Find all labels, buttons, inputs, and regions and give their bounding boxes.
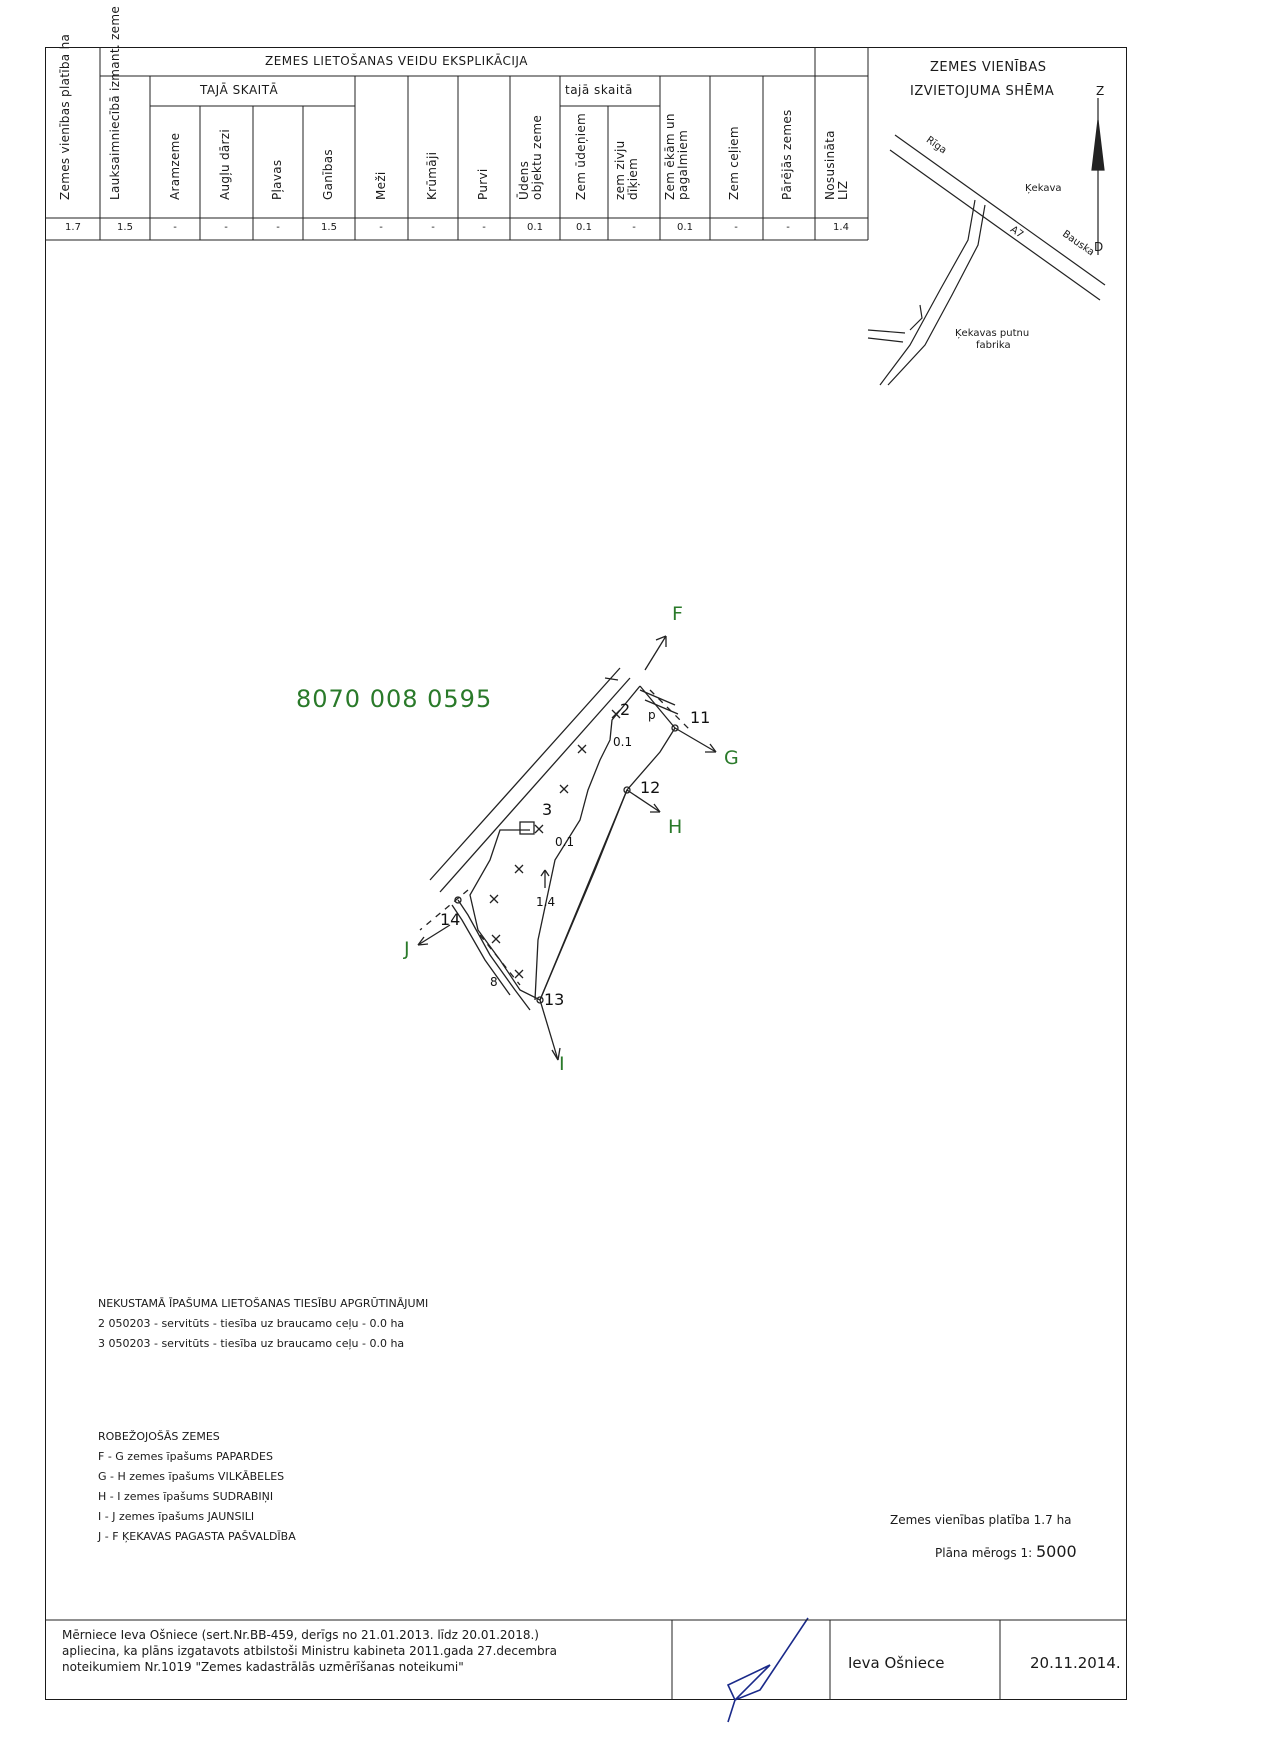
point-11: 11 — [690, 708, 711, 727]
col-label-under-water: Zem ūdeņiem — [574, 112, 588, 200]
footer-line-1: Mērniece Ieva Ošniece (sert.Nr.BB-459, derīgs no 21.01.2013. līdz 20.01.2018.) — [62, 1628, 539, 1642]
document-date: 20.11.2014. — [1030, 1654, 1121, 1672]
neighbor-G: G — [724, 747, 739, 769]
col-label-forests: Meži — [374, 171, 388, 200]
area-label-p: p — [648, 708, 656, 722]
neighbor-I: I — [559, 1053, 565, 1075]
parcel-id: 8070 008 0595 — [296, 685, 493, 713]
footer-line-2: apliecina, ka plāns izgatavots atbilstoši Ministru kabineta 2011.gada 27.decembra — [62, 1644, 557, 1658]
area-label-2: 0.1 — [555, 835, 575, 849]
scale-label — [935, 1542, 1077, 1561]
explication-subheader: TAJĀ SKAITĀ — [200, 83, 279, 97]
col-label-water: Ūdens objektu zeme — [517, 114, 544, 200]
cell-shrubs: - — [431, 222, 435, 233]
explication-subheader-2: tajā skaitā — [565, 83, 633, 97]
cell-pastures: 1.5 — [321, 222, 337, 233]
bordering-4: I - J zemes īpašums JAUNSILI — [98, 1510, 255, 1523]
cell-bogs: - — [482, 222, 486, 233]
cell-fish-ponds: - — [632, 222, 636, 233]
total-area-summary: Zemes vienības platība 1.7 ha — [890, 1513, 1072, 1527]
point-2: 2 — [620, 700, 631, 719]
area-label-1: 0.1 — [613, 735, 633, 749]
point-13: 13 — [544, 990, 565, 1009]
riga-label: Rīga — [923, 134, 949, 157]
bordering-title: ROBEŽOJOŠĀS ZEMES — [98, 1430, 220, 1443]
col-label-other: Pārējās zemes — [780, 109, 794, 200]
neighbor-F: F — [672, 603, 683, 625]
surveyor-name: Ieva Ošniece — [848, 1654, 945, 1672]
col-label-orchards: Augļu dārzi — [218, 128, 232, 200]
cell-under-water: 0.1 — [576, 222, 592, 233]
cell-meadows: - — [276, 222, 280, 233]
cell-forests: - — [379, 222, 383, 233]
north-label: Z — [1096, 84, 1105, 98]
encumbrances-title: NEKUSTAMĀ ĪPAŠUMA LIETOŠANAS TIESĪBU APGRŪTINĀJUMI — [98, 1297, 429, 1310]
signature-mark — [728, 1618, 808, 1722]
neighbor-H: H — [668, 816, 683, 838]
bordering-2: G - H zemes īpašums VILKĀBELES — [98, 1470, 285, 1483]
scheme-title-2: IZVIETOJUMA SHĒMA — [910, 84, 1055, 99]
col-label-roads: Zem ceļiem — [727, 126, 741, 200]
col-label-arable: Aramzeme — [168, 132, 182, 200]
scale-label-text: Plāna mērogs 1: — [935, 1546, 1033, 1560]
scale-value: 5000 — [1035, 1542, 1077, 1561]
area-label-3: 1.4 — [536, 895, 556, 909]
col-label-shrubs: Krūmāji — [425, 151, 439, 200]
col-label-meadows: Pļavas — [270, 159, 284, 200]
factory-label-1: Ķekavas putnu — [955, 328, 1030, 339]
footer-line-3: noteikumiem Nr.1019 "Zemes kadastrālās uzmērīšanas noteikumi" — [62, 1660, 464, 1674]
point-3: 3 — [542, 800, 553, 819]
bordering-1: F - G zemes īpašums PAPARDES — [98, 1450, 273, 1463]
col-label-agri: Lauksaimniecībā izmant. zeme — [108, 5, 122, 200]
bordering-5: J - F ĶEKAVAS PAGASTA PAŠVALDĪBA — [98, 1530, 296, 1543]
col-label-fish-ponds: zem zivju dīķiem — [613, 140, 640, 200]
col-label-pastures: Ganības — [321, 149, 335, 200]
factory-label-2: fabrika — [976, 340, 1011, 351]
cell-buildings: 0.1 — [677, 222, 693, 233]
encumbrance-1: 2 050203 - servitūts - tiesība uz braucamo ceļu - 0.0 ha — [98, 1317, 405, 1330]
cell-orchards: - — [224, 222, 228, 233]
east-label: D — [1094, 240, 1104, 254]
neighbor-J: J — [404, 938, 410, 960]
kekava-label: Ķekava — [1025, 183, 1062, 194]
bordering-3: H - I zemes īpašums SUDRABIŅI — [98, 1490, 274, 1503]
cell-arable: - — [173, 222, 177, 233]
point-14: 14 — [440, 910, 461, 929]
scheme-title-1: ZEMES VIENĪBAS — [930, 60, 1047, 75]
cell-water: 0.1 — [527, 222, 543, 233]
col-label-bogs: Purvi — [476, 168, 490, 200]
cell-agri: 1.5 — [117, 222, 133, 233]
col-label-buildings: Zem ēkām un pagalmiem — [663, 113, 690, 200]
explication-title: ZEMES LIETOŠANAS VEIDU EKSPLIKĀCIJA — [265, 54, 528, 68]
cell-other: - — [786, 222, 790, 233]
bauska-label: Bauska — [1060, 228, 1097, 259]
col-label-drained: Nosusināta LIZ — [823, 130, 850, 200]
col-label-total-area: Zemes vienības platība ha — [58, 33, 72, 200]
cell-total-area: 1.7 — [65, 222, 81, 233]
encumbrance-2: 3 050203 - servitūts - tiesība uz braucamo ceļu - 0.0 ha — [98, 1337, 405, 1350]
point-12: 12 — [640, 778, 661, 797]
road-a7-label: A7 — [1008, 224, 1026, 241]
cell-drained: 1.4 — [833, 222, 849, 233]
cell-roads: - — [734, 222, 738, 233]
area-label-8: 8 — [490, 975, 498, 989]
